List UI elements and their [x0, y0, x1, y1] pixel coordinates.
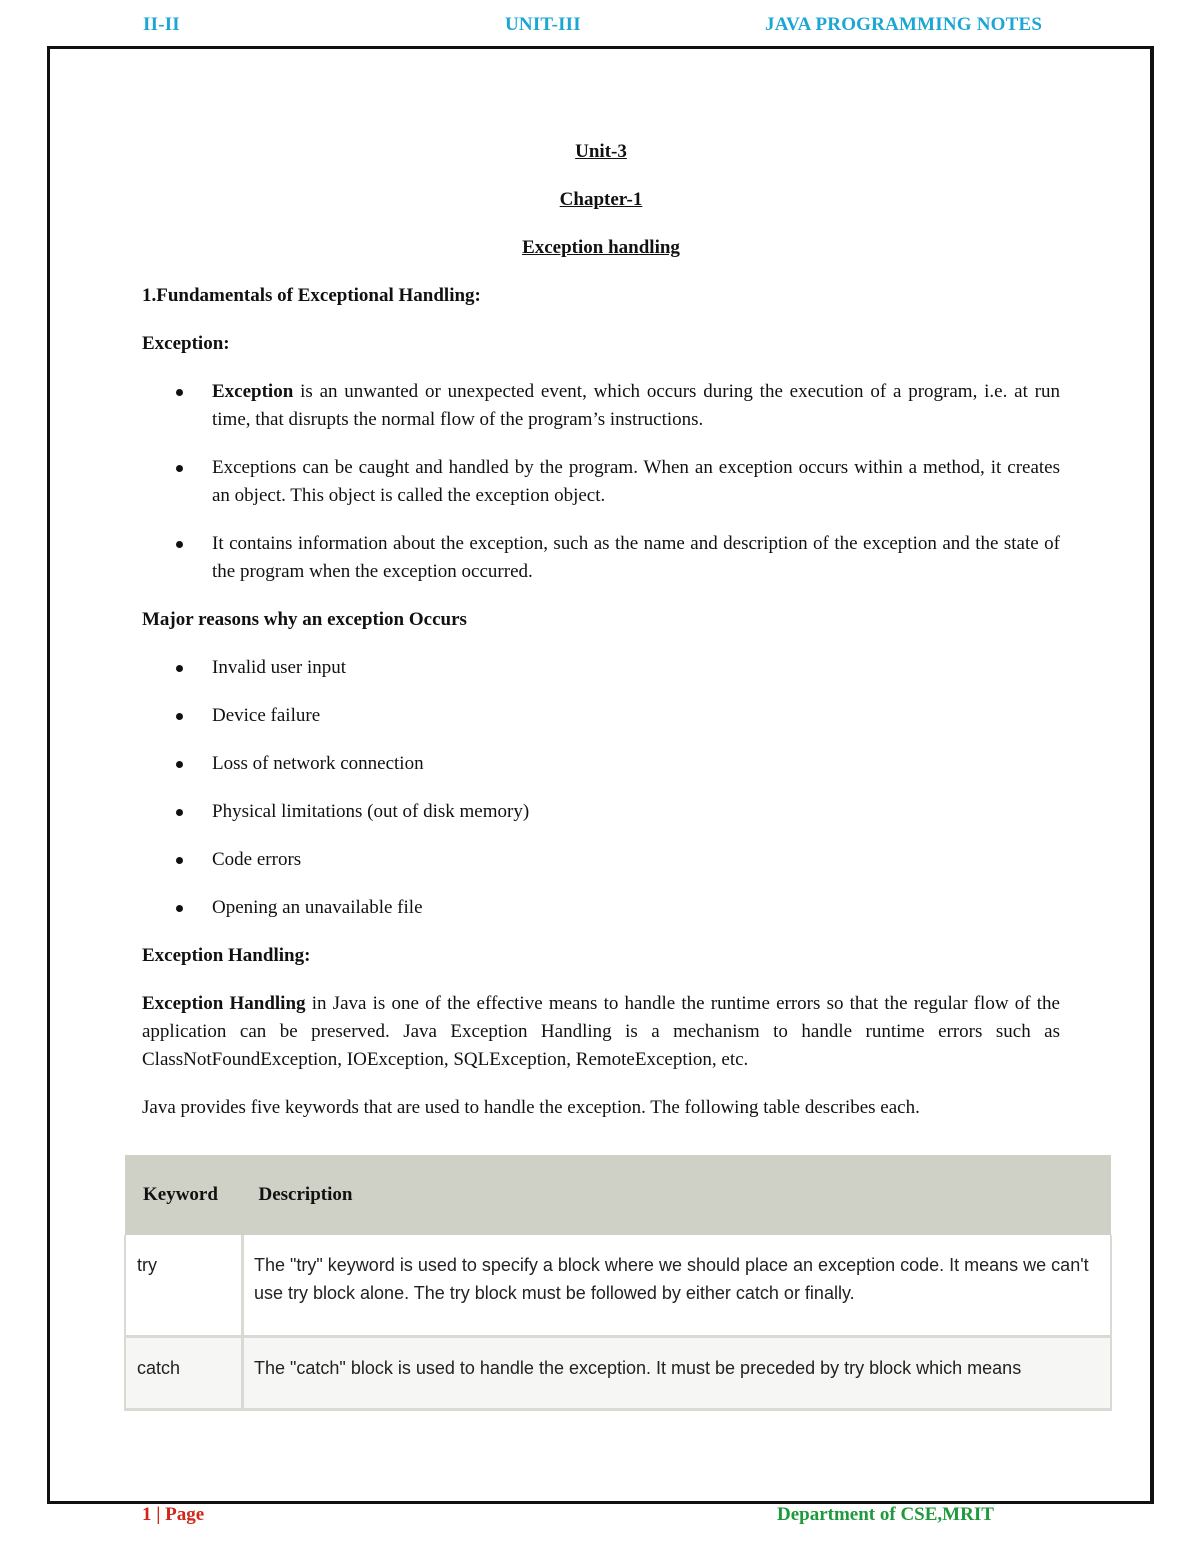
topic-title: Exception handling — [522, 237, 680, 258]
footer-page-number: 1 | Page — [142, 1504, 205, 1525]
section-heading-handling: Exception Handling: — [142, 945, 311, 966]
bullet-text: is an unwanted or unexpected event, which occurs during the execution of a program, i.e. at run time, that disrupts the normal flow of the program’s instructions. — [212, 381, 1060, 430]
list-item: Code errors — [142, 846, 1060, 874]
list-item: Loss of network connection — [142, 750, 1060, 778]
section-heading-fundamentals: 1.Fundamentals of Exceptional Handling: — [142, 285, 481, 306]
list-item — [142, 454, 1060, 510]
header-right-label: JAVA PROGRAMMING NOTES — [765, 14, 1043, 35]
list-item: Device failure — [142, 702, 1060, 730]
exception-bullet-list — [142, 378, 1060, 586]
header-center-label: UNIT-III — [505, 14, 581, 35]
footer-department: Department of CSE,MRIT — [777, 1504, 994, 1525]
table-header-description: Description — [243, 1155, 1112, 1235]
bullet-text: It contains information about the exception, such as the name and description of the exception and the state of the program when the exception occurred. — [212, 533, 1060, 582]
table-header-row — [125, 1155, 1111, 1235]
paragraph-lead: Exception Handling — [142, 993, 306, 1014]
list-item: Invalid user input — [142, 654, 1060, 682]
table-row — [125, 1235, 1111, 1337]
paragraph-text: in Java is one of the effective means to handle the runtime errors so that the regular flow of the application can be preserved. Java Exception Handling is a mechanism to handle runtime errors such as ClassNotFoundException, IOException, SQLException, RemoteException, etc. — [142, 993, 1060, 1070]
keywords-intro-paragraph: Java provides five keywords that are used to handle the exception. The following table describes each. — [142, 1097, 920, 1118]
table-cell-description: The "try" keyword is used to specify a block where we should place an exception code. It means we can't use try block alone. The try block must be followed by either catch or finally. — [243, 1235, 1112, 1337]
list-item — [142, 378, 1060, 434]
handling-paragraph — [142, 990, 1060, 1074]
section-heading-reasons: Major reasons why an exception Occurs — [142, 609, 467, 630]
section-subheading-exception: Exception: — [142, 333, 230, 354]
page-content — [142, 138, 1060, 1142]
bullet-lead: Exception — [212, 381, 294, 402]
list-item — [142, 530, 1060, 586]
table-cell-keyword: catch — [125, 1337, 243, 1410]
keyword-table — [124, 1155, 1112, 1411]
table-row — [125, 1337, 1111, 1410]
table-cell-description: The "catch" block is used to handle the exception. It must be preceded by try block which means — [243, 1337, 1112, 1410]
list-item: Physical limitations (out of disk memory) — [142, 798, 1060, 826]
unit-title: Unit-3 — [575, 141, 627, 162]
reasons-bullet-list — [142, 654, 1060, 922]
header-left-label: II-II — [143, 14, 180, 35]
table-cell-keyword: try — [125, 1235, 243, 1337]
table-header-keyword: Keyword — [125, 1155, 243, 1235]
bullet-text: Exceptions can be caught and handled by the program. When an exception occurs within a method, it creates an object. This object is called the exception object. — [212, 457, 1060, 506]
list-item: Opening an unavailable file — [142, 894, 1060, 922]
chapter-title: Chapter-1 — [559, 189, 643, 210]
